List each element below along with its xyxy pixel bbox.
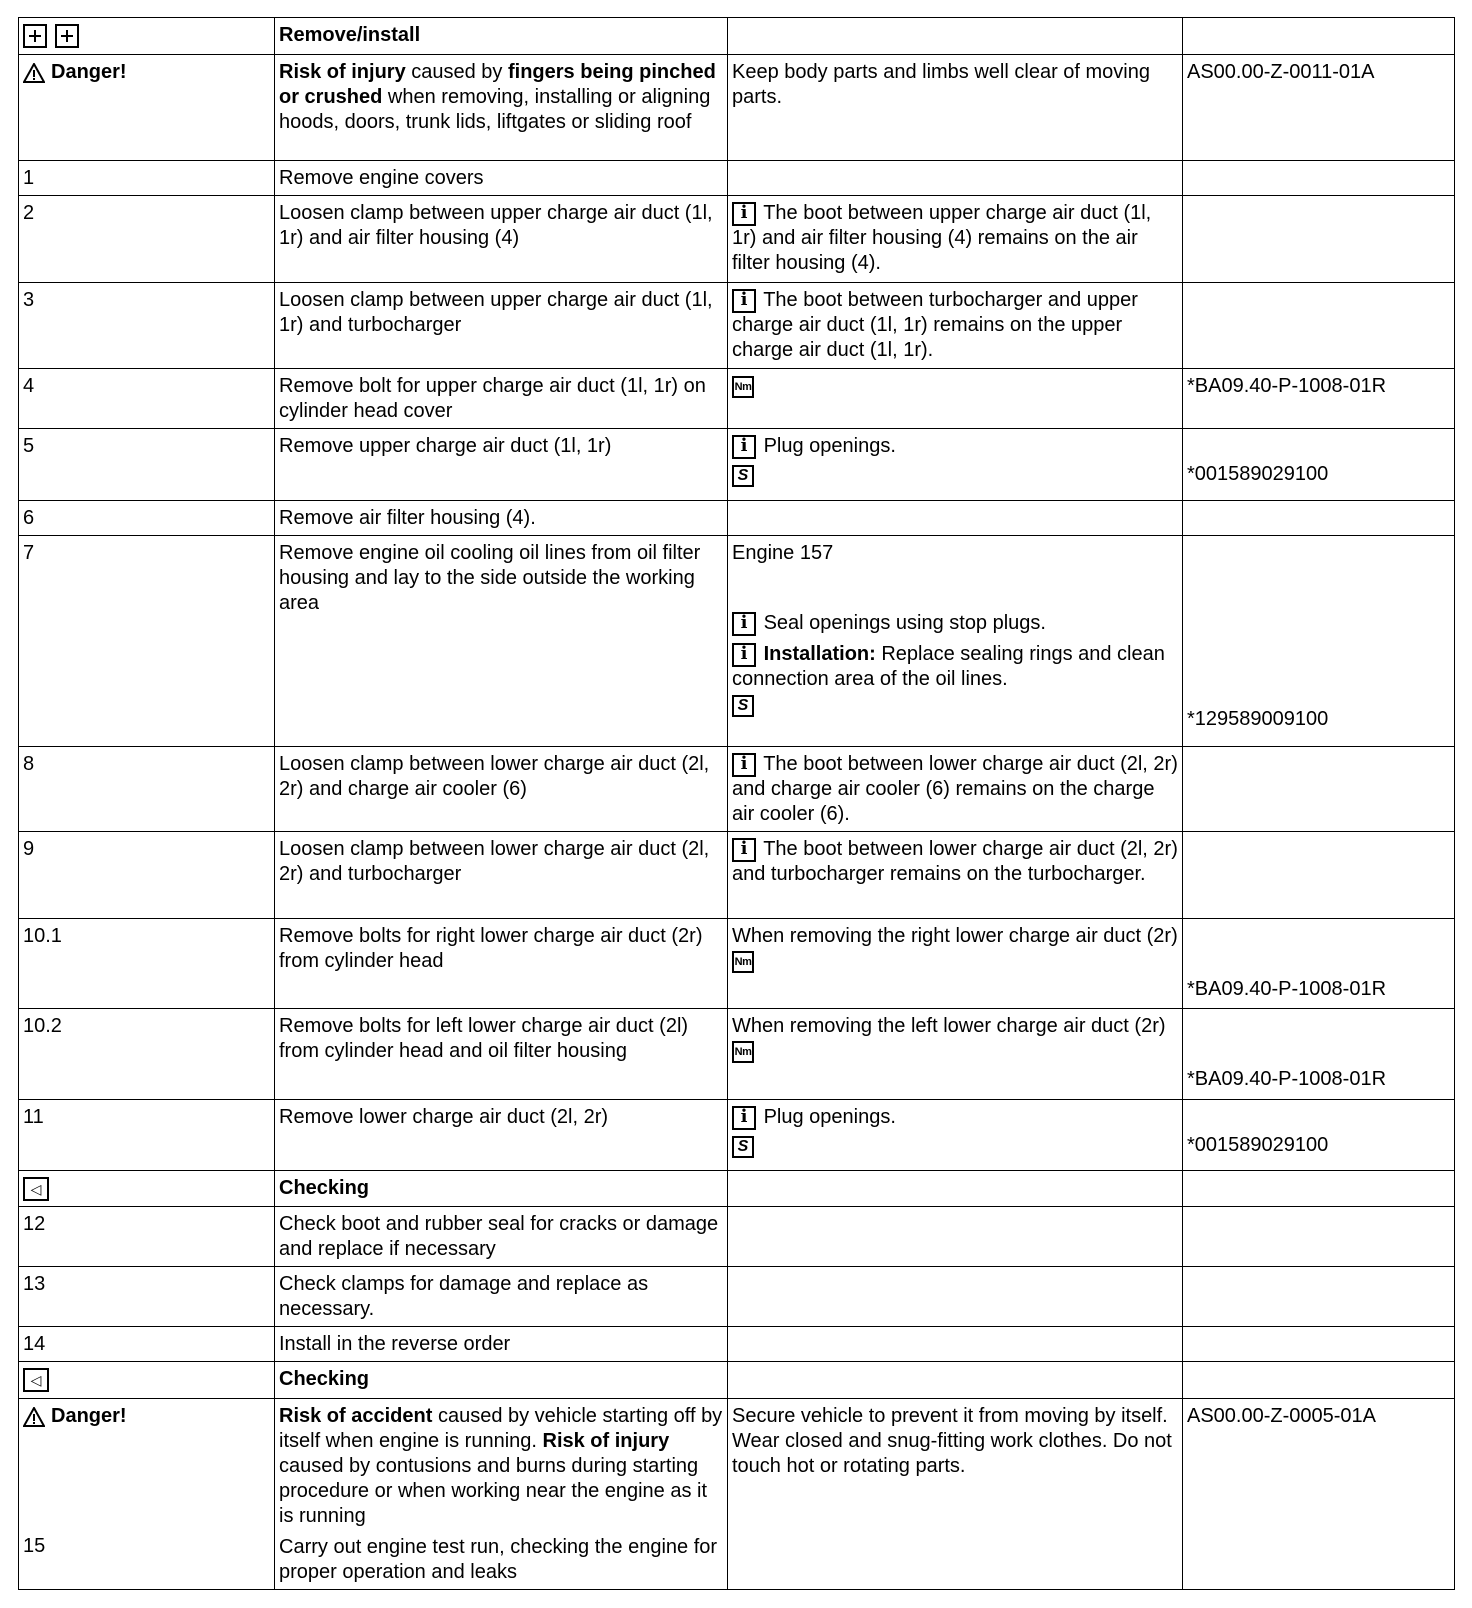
table-row <box>19 1399 1455 1590</box>
step-note: When removing the left lower charge air duct (2r) <box>732 1015 1166 1037</box>
danger-ref: AS00.00-Z-0005-01A <box>1183 1399 1455 1590</box>
step-ref: *BA09.40-P-1008-01R <box>1183 369 1455 429</box>
danger-warning: Danger! <box>23 1404 127 1429</box>
checking-icon: ◁ <box>23 1368 49 1392</box>
info-icon: i <box>732 202 756 226</box>
step-note: Replace sealing rings and clean connection area of the oil lines. <box>732 643 1165 690</box>
header-title: Remove/install <box>275 18 728 55</box>
remove-icon <box>23 24 47 48</box>
step-text: Check boot and rubber seal for cracks or damage and replace if necessary <box>275 1207 728 1267</box>
step-number: 2 <box>19 196 275 283</box>
step-number: 15 <box>23 1534 46 1557</box>
table-row <box>19 55 1455 161</box>
warning-triangle-icon <box>23 1407 45 1427</box>
step-note: The boot between turbocharger and upper charge air duct (1l, 1r) remains on the upper charge air duct (1l, 1r). <box>732 289 1138 361</box>
step-note: The boot between upper charge air duct (1l, 1r) and air filter housing (4) remains on the air filter housing (4). <box>732 202 1152 274</box>
step-ref: *001589029100 <box>1187 463 1329 485</box>
engine-label: Engine 157 <box>732 542 834 564</box>
step-number: 3 <box>19 283 275 369</box>
step-number: 8 <box>19 747 275 832</box>
table-row <box>19 832 1455 919</box>
torque-icon: Nm <box>732 376 754 398</box>
step-note: Plug openings. <box>763 1106 896 1128</box>
step-number: 10.1 <box>19 919 275 1009</box>
danger-action: Secure vehicle to prevent it from moving by itself. <box>732 1405 1168 1427</box>
table-row <box>19 1267 1455 1327</box>
step-number: 13 <box>19 1267 275 1327</box>
info-icon: i <box>732 435 756 459</box>
info-icon: i <box>732 289 756 313</box>
table-row <box>19 1207 1455 1267</box>
table-row <box>19 747 1455 832</box>
danger-action: Keep body parts and limbs well clear of moving parts. <box>728 55 1183 161</box>
warning-triangle-icon <box>23 63 45 83</box>
step-ref: *001589029100 <box>1187 1134 1329 1156</box>
table-row <box>19 283 1455 369</box>
section-heading: Checking <box>275 1362 728 1399</box>
step-number: 6 <box>19 501 275 536</box>
step-text: Install in the reverse order <box>275 1327 728 1362</box>
info-icon: i <box>732 838 756 862</box>
section-heading: Checking <box>275 1171 728 1207</box>
step-text: Remove engine covers <box>275 161 728 196</box>
step-text: Remove bolts for right lower charge air duct (2r) from cylinder head <box>275 919 728 1009</box>
table-row <box>19 1171 1455 1207</box>
table-row <box>19 369 1455 429</box>
step-ref: *BA09.40-P-1008-01R <box>1187 1068 1387 1090</box>
install-icon <box>55 24 79 48</box>
step-number: 9 <box>19 832 275 919</box>
table-row <box>19 429 1455 501</box>
step-text: Remove engine oil cooling oil lines from oil filter housing and lay to the side outside the working area <box>275 536 728 747</box>
table-row: 7 Remove engine oil cooling oil lines from oil filter housing and lay to the side outside the working area Engine 157 i Seal openings using stop plugs. i Installation: Replace sealing rings and clean connection area of the oil lines. S *129589009100 <box>19 536 1455 747</box>
special-tool-icon: S <box>732 695 754 717</box>
header-icons <box>19 18 275 55</box>
step-note: When removing the right lower charge air duct (2r) <box>732 925 1178 947</box>
step-number: 5 <box>19 429 275 501</box>
step-note: Plug openings. <box>763 435 896 457</box>
step-number: 12 <box>19 1207 275 1267</box>
torque-icon: Nm <box>732 951 754 973</box>
table-row <box>19 161 1455 196</box>
table-row <box>19 1009 1455 1100</box>
danger-ref: AS00.00-Z-0011-01A <box>1183 55 1455 161</box>
danger-risk-text: Risk of injury caused by fingers being pinched or crushed when removing, installing or aligning hoods, doors, trunk lids, liftgates or sliding roof <box>275 55 728 161</box>
special-tool-icon: S <box>732 465 754 487</box>
danger-action: Wear closed and snug-fitting work clothes. Do not touch hot or rotating parts. <box>732 1430 1172 1477</box>
danger-risk-text: Risk of accident caused by vehicle starting off by itself when engine is running. Risk of injury caused by contusions and burns during starting procedure or when working near the engine as it is running <box>279 1405 723 1527</box>
step-ref: *BA09.40-P-1008-01R <box>1187 978 1387 1000</box>
table-row <box>19 1327 1455 1362</box>
step-text: Remove lower charge air duct (2l, 2r) <box>275 1100 728 1171</box>
danger-warning: Danger! <box>23 60 127 85</box>
step-text: Loosen clamp between upper charge air duct (1l, 1r) and air filter housing (4) <box>275 196 728 283</box>
step-ref: *129589009100 <box>1187 708 1329 730</box>
checking-icon: ◁ <box>23 1177 49 1201</box>
step-text: Remove air filter housing (4). <box>275 501 728 536</box>
table-row <box>19 919 1455 1009</box>
step-text: Remove bolts for left lower charge air duct (2l) from cylinder head and oil filter housing <box>275 1009 728 1100</box>
table-row <box>19 1362 1455 1399</box>
step-text: Remove upper charge air duct (1l, 1r) <box>275 429 728 501</box>
step-number: 4 <box>19 369 275 429</box>
step-number: 1 <box>19 161 275 196</box>
step-text: Check clamps for damage and replace as necessary. <box>275 1267 728 1327</box>
step-number: 10.2 <box>19 1009 275 1100</box>
table-row <box>19 196 1455 283</box>
step-text: Loosen clamp between lower charge air duct (2l, 2r) and turbocharger <box>275 832 728 919</box>
step-text: Loosen clamp between lower charge air duct (2l, 2r) and charge air cooler (6) <box>275 747 728 832</box>
table-row <box>19 1100 1455 1171</box>
procedure-table <box>18 17 1455 1590</box>
step-text: Remove bolt for upper charge air duct (1l, 1r) on cylinder head cover <box>275 369 728 429</box>
step-note: Seal openings using stop plugs. <box>763 612 1046 634</box>
info-icon: i <box>732 612 756 636</box>
torque-icon: Nm <box>732 1041 754 1063</box>
info-icon: i <box>732 753 756 777</box>
step-number: 7 <box>19 536 275 747</box>
step-text: Loosen clamp between upper charge air duct (1l, 1r) and turbocharger <box>275 283 728 369</box>
step-number: 11 <box>19 1100 275 1171</box>
step-text: Carry out engine test run, checking the engine for proper operation and leaks <box>279 1536 718 1583</box>
step-note: The boot between lower charge air duct (2l, 2r) and charge air cooler (6) remains on the charge air cooler (6). <box>732 753 1178 825</box>
info-icon: i <box>732 1106 756 1130</box>
table-row <box>19 18 1455 55</box>
info-icon: i <box>732 643 756 667</box>
special-tool-icon: S <box>732 1136 754 1158</box>
table-row <box>19 501 1455 536</box>
step-note: The boot between lower charge air duct (2l, 2r) and turbocharger remains on the turbocharger. <box>732 838 1178 885</box>
step-number: 14 <box>19 1327 275 1362</box>
